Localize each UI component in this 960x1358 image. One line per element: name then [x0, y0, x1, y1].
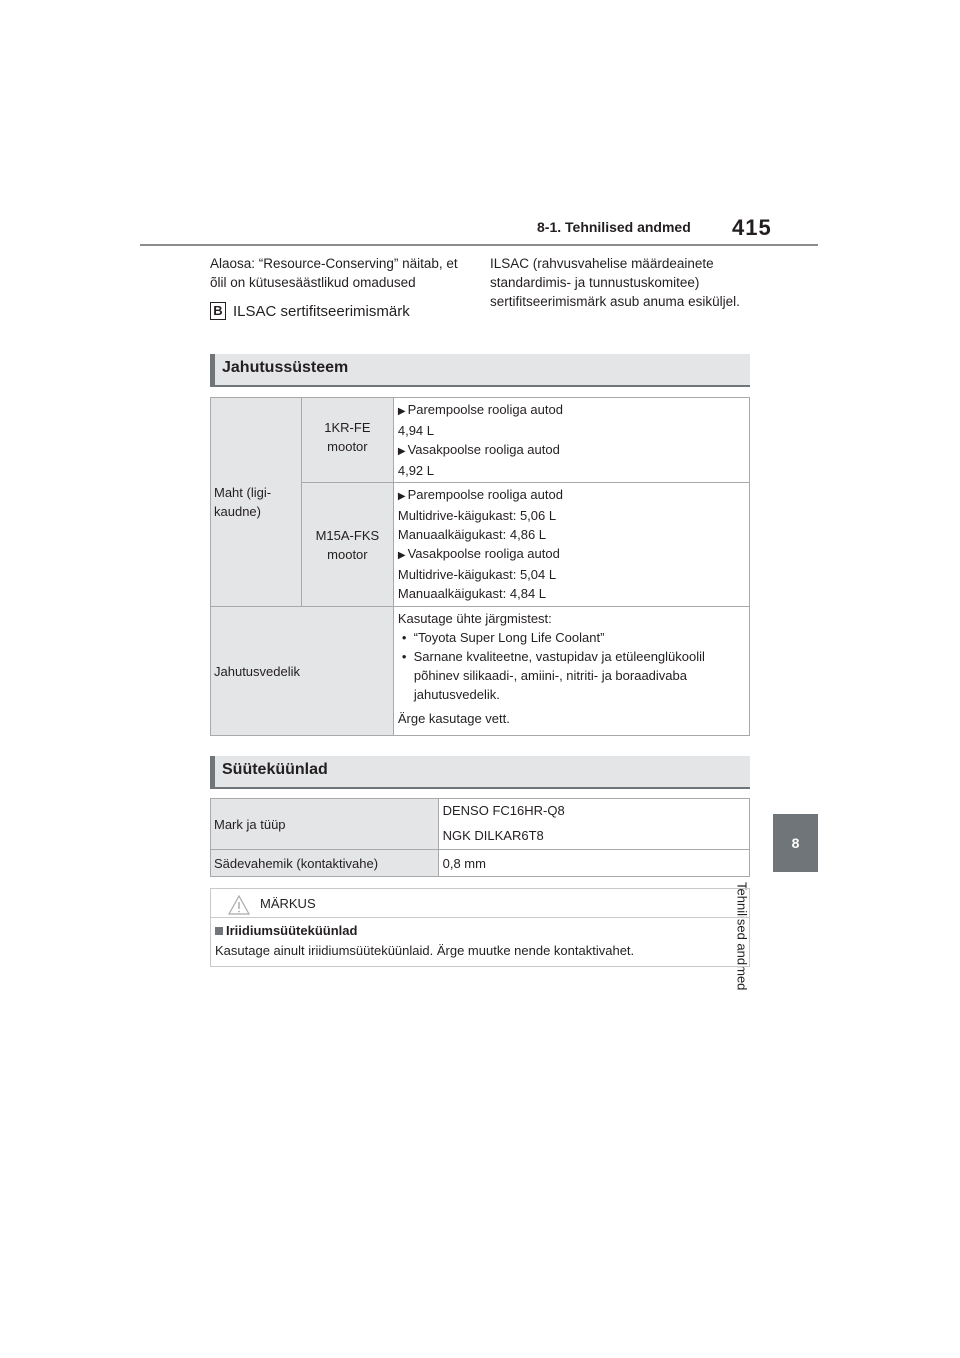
cooling-table [210, 397, 750, 736]
arrow-icon: ▶ [397, 446, 406, 457]
engine2-rhd-label: Parempoolse rooliga autod [407, 487, 563, 502]
plugs-heading-text: Süüteküünlad [222, 761, 328, 778]
header-rule [140, 244, 818, 246]
engine2-rhd-multidrive: Multidrive-käigukast: 5,06 L [397, 508, 557, 523]
capacity-label-cell [211, 398, 302, 607]
coolant-label-cell [211, 607, 394, 736]
bullet-icon: • [401, 630, 414, 645]
engine1-lhd-label: Vasakpoolse rooliga autod [407, 442, 560, 457]
plugs-section-heading [210, 756, 750, 789]
coolant-warning: Ärge kasutage vett. [397, 711, 510, 726]
plugs-table [210, 798, 750, 877]
capacity-label: Maht (ligi-kaudne) [214, 485, 272, 519]
section-title: 8-1. Tehnilised andmed [537, 219, 691, 235]
coolant-option-1: “Toyota Super Long Life Coolant” [413, 630, 605, 645]
warning-triangle-icon [228, 895, 250, 915]
bullet-icon: • [401, 649, 414, 664]
gap-value: 0,8 mm [442, 855, 486, 871]
engine1-name: 1KR-FE mootor [324, 420, 371, 454]
note-subheading [215, 923, 357, 938]
arrow-icon: ▶ [397, 406, 406, 417]
engine2-cell [301, 483, 393, 607]
cooling-heading-text: Jahutussüsteem [222, 359, 349, 376]
engine2-rhd-manual: Manuaalkäigukast: 4,86 L [397, 527, 547, 542]
coolant-values-cell [393, 607, 749, 736]
coolant-label: Jahutusvedelik [214, 663, 300, 679]
engine1-values-cell [393, 398, 749, 483]
brand-value-2: NGK DILKAR6T8 [442, 828, 544, 843]
b-marker: B [210, 302, 226, 320]
b-callout-text: ILSAC sertifitseerimismärk [233, 302, 410, 320]
chapter-tab [773, 814, 818, 872]
intro-right-paragraph: ILSAC (rahvusvahelise määrdeainete standardimis- ja tunnustuskomitee) sertifitseerimismärk asub anuma esiküljel. [490, 256, 740, 309]
cooling-section-heading [210, 354, 750, 387]
engine2-name: M15A-FKS mootor [315, 527, 380, 562]
arrow-icon: ▶ [397, 491, 406, 502]
brand-values-cell [438, 799, 749, 850]
note-header [211, 889, 749, 918]
chapter-label-text: Tehnilised andmed [733, 882, 749, 991]
b-callout [210, 302, 410, 320]
gap-label: Sädevahemik (kontaktivahe) [214, 855, 379, 871]
gap-value-cell [438, 850, 749, 877]
engine1-rhd-value: 4,94 L [397, 423, 435, 438]
coolant-option-2: Sarnane kvaliteetne, vastupidav ja etüleenglükoolil põhinev silikaadi-, amiini-, nitriti- ja boraadivaba jahutusvedelik. [413, 649, 705, 702]
brand-label: Mark ja tüüp [214, 816, 286, 832]
brand-label-cell [211, 799, 439, 850]
engine2-lhd-label: Vasakpoolse rooliga autod [407, 546, 560, 561]
square-bullet-icon [215, 927, 223, 935]
note-subheading-text: Iriidiumsüüteküünlad [226, 923, 358, 938]
chapter-number: 8 [791, 835, 800, 851]
note-body: Kasutage ainult iriidiumsüüteküünlaid. Ärge muutke nende kontaktivahet. [215, 943, 635, 958]
engine1-lhd-value: 4,92 L [397, 463, 435, 478]
brand-value-1: DENSO FC16HR-Q8 [442, 803, 565, 818]
engine2-values-cell [393, 483, 749, 607]
note-title: MÄRKUS [260, 896, 316, 911]
gap-label-cell [211, 850, 439, 877]
engine2-lhd-manual: Manuaalkäigukast: 4,84 L [397, 586, 547, 601]
coolant-intro: Kasutage ühte järgmistest: [397, 611, 552, 626]
page-number: 415 [732, 215, 772, 240]
arrow-icon: ▶ [397, 550, 406, 561]
engine1-rhd-label: Parempoolse rooliga autod [407, 402, 563, 417]
chapter-label [733, 882, 818, 1022]
engine1-cell [301, 398, 393, 483]
note-box [210, 888, 750, 967]
engine2-lhd-multidrive: Multidrive-käigukast: 5,04 L [397, 567, 557, 582]
intro-left-paragraph: Alaosa: “Resource-Conserving” näitab, et õlil on kütusesäästlikud omadused [210, 256, 458, 290]
